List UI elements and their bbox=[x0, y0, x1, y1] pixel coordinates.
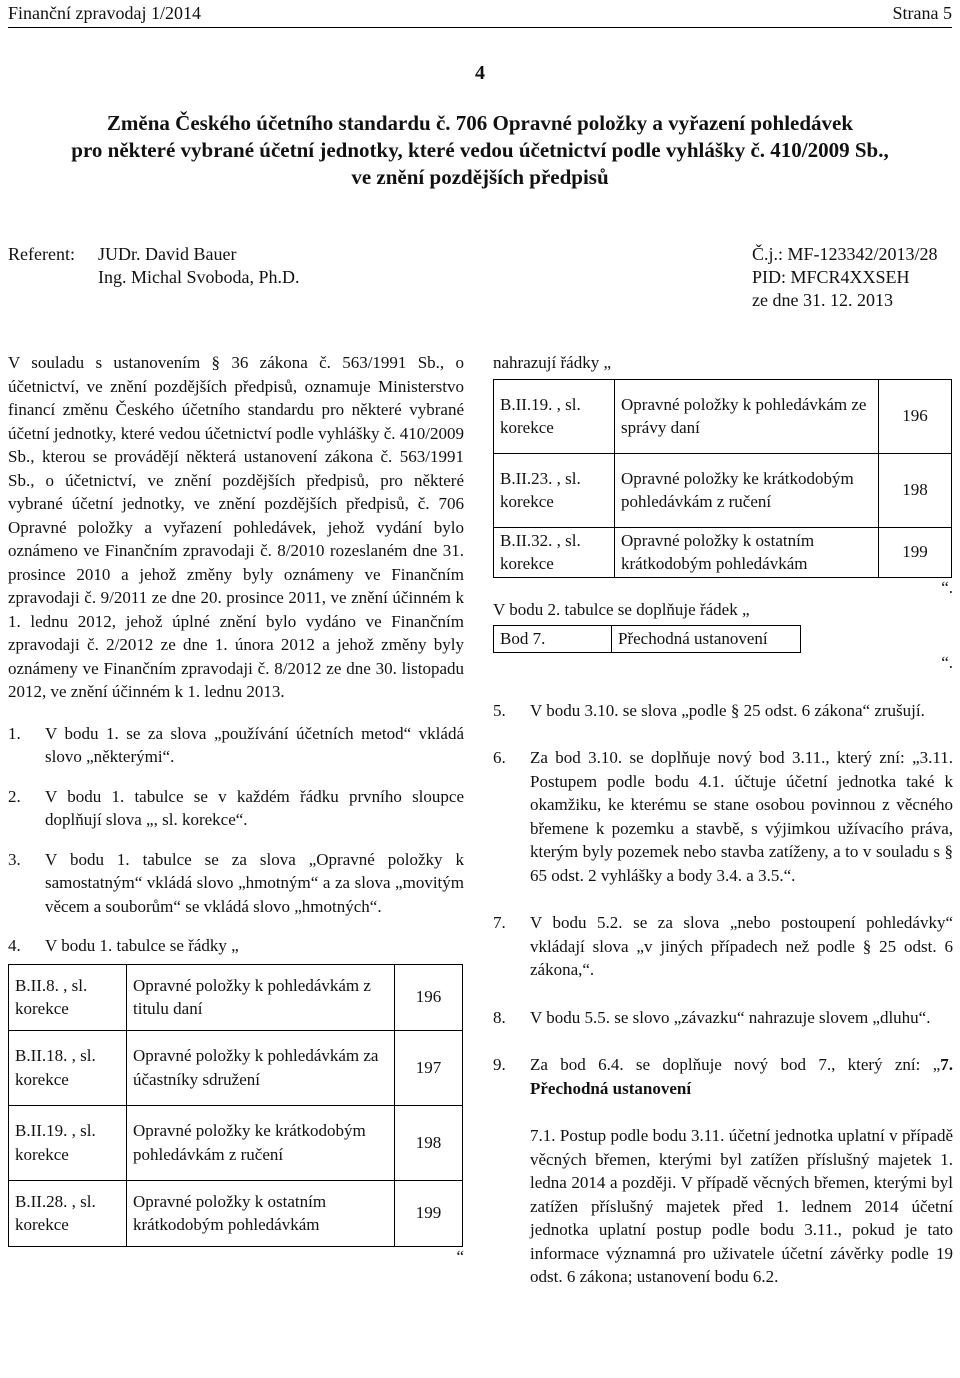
table-cell-code: B.II.18. , sl. korekce bbox=[9, 1030, 127, 1105]
list-item bbox=[8, 848, 464, 919]
left-column bbox=[8, 351, 464, 1267]
table-row bbox=[9, 1105, 463, 1180]
bod2-text: V bodu 2. tabulce se doplňuje řádek „ bbox=[493, 599, 750, 619]
table-cell-description: Opravné položky k ostatním krátkodobým pohledávkám bbox=[127, 1180, 395, 1246]
table-row bbox=[494, 527, 952, 577]
table-cell-code: B.II.19. , sl. korekce bbox=[494, 379, 615, 453]
table-old-rows bbox=[8, 964, 463, 1247]
table-cell-value: 196 bbox=[879, 379, 952, 453]
table-cell-value: 197 bbox=[395, 1030, 463, 1105]
table-closing-quote: “ bbox=[456, 1246, 464, 1266]
right-column bbox=[493, 351, 953, 1289]
item-text bbox=[530, 1053, 953, 1100]
item-number: 4. bbox=[8, 936, 21, 955]
item-text: V bodu 5.5. se slovo „závazku“ nahrazuje slovem „dluhu“. bbox=[530, 1007, 931, 1027]
table-cell-description: Přechodná ustanovení bbox=[612, 626, 801, 653]
item-number: 7. bbox=[493, 913, 506, 932]
title-line-3: ve znění pozdějších předpisů bbox=[351, 165, 609, 189]
list-item bbox=[493, 1053, 953, 1100]
table-cell-code: B.II.19. , sl. korekce bbox=[9, 1105, 127, 1180]
table-cell-code: B.II.28. , sl. korekce bbox=[9, 1180, 127, 1246]
intro-paragraph: V souladu s ustanovením § 36 zákona č. 563/1991 Sb., o účetnictví, ve znění pozdějších předpisů, oznamuje Ministerstvo financí změnu Českého účetního standardu pro některé vybrané účetní jednotky, které vedou účetnictví podle vyhlášky č. 410/2009 Sb., kterou se provádějí některá ustanovení zákona č. 563/1991 Sb., o účetnictví, ve znění pozdějších předpisů, pro některé vybrané účetní jednotky, ve znění pozdějších předpisů, č. 706 Opravné položky a vyřazení pohledávek, jehož vydání bylo oznámeno ve Finančním zpravodaji č. 8/2010 rozeslaném dne 31. prosince 2010 a jehož změny byly oznámeny ve Finančním zpravodaji č. 9/2011 ze dne 20. prosince 2011, ve znění účinném k 1. lednu 2012, jehož úplné znění bylo vydáno ve Finančním zpravodaji č. 2/2012 ze dne 1. února 2012 a jehož změny byly oznámeny ve Finančním zpravodaji č. 8/2012 ze dne 30. listopadu 2012, ve znění účinném k 1. lednu 2013. bbox=[8, 353, 464, 701]
table-row bbox=[9, 964, 463, 1030]
table-closing-quote: “. bbox=[941, 652, 953, 672]
table-row bbox=[9, 1030, 463, 1105]
table-new-rows bbox=[493, 379, 952, 578]
table-cell-value: 196 bbox=[395, 964, 463, 1030]
item-text: V bodu 1. tabulce se za slova „Opravné položky k samostatným“ vkládá slovo „hmotným“ a za slova „movitým věcem a souborům“ se vkládá slovo „hmotných“. bbox=[45, 849, 464, 916]
item-text: V bodu 1. tabulce se řádky „ bbox=[45, 936, 239, 955]
reference-date: ze dne 31. 12. 2013 bbox=[752, 290, 893, 310]
table-cell-description: Opravné položky k ostatním krátkodobým pohledávkám bbox=[615, 527, 879, 577]
header-page-number: Strana 5 bbox=[892, 3, 952, 23]
reference-cj: Č.j.: MF-123342/2013/28 bbox=[752, 244, 938, 264]
table-cell-code: B.II.23. , sl. korekce bbox=[494, 453, 615, 527]
replacement-intro: nahrazují řádky „ bbox=[493, 353, 611, 372]
header-publication: Finanční zpravodaj 1/2014 bbox=[8, 3, 201, 23]
item-number: 9. bbox=[493, 1055, 506, 1074]
table-cell-value: 198 bbox=[879, 453, 952, 527]
referent-name-1: JUDr. David Bauer bbox=[98, 244, 237, 264]
table-row bbox=[494, 453, 952, 527]
table-cell-description: Opravné položky k pohledávkám ze správy daní bbox=[615, 379, 879, 453]
list-item bbox=[493, 699, 953, 723]
item-text: V bodu 5.2. se za slova „nebo postoupení pohledávky“ vkládají slova „v jiných případech než podle § 25 odst. 6 zákona,“. bbox=[530, 913, 953, 979]
table-cell-description: Opravné položky ke krátkodobým pohledávkám z ručení bbox=[615, 453, 879, 527]
table-cell-value: 198 bbox=[395, 1105, 463, 1180]
item-text: V bodu 1. tabulce se v každém řádku prvního sloupce doplňují slova „, sl. korekce“. bbox=[45, 786, 464, 829]
table-cell-description: Opravné položky ke krátkodobým pohledávkám z ručení bbox=[127, 1105, 395, 1180]
table-cell-code: Bod 7. bbox=[494, 626, 612, 653]
document-title bbox=[30, 110, 930, 191]
table-cell-value: 199 bbox=[395, 1180, 463, 1246]
item-text: V bodu 3.10. se slova „podle § 25 odst. 6 zákona“ zrušují. bbox=[530, 700, 925, 720]
list-item bbox=[493, 746, 953, 887]
table-cell-code: B.II.8. , sl. korekce bbox=[9, 964, 127, 1030]
list-item bbox=[8, 934, 464, 958]
item-number: 5. bbox=[493, 700, 506, 720]
table-row bbox=[494, 626, 801, 653]
table-added-row bbox=[493, 625, 801, 653]
item-number: 1. bbox=[8, 723, 21, 743]
item-number: 3. bbox=[8, 849, 21, 869]
list-item bbox=[493, 1006, 953, 1030]
reference-pid: PID: MFCR4XXSEH bbox=[752, 267, 910, 287]
reference-block bbox=[752, 243, 938, 312]
list-item bbox=[8, 722, 464, 769]
table-row bbox=[494, 379, 952, 453]
table-cell-value: 199 bbox=[879, 527, 952, 577]
table-row bbox=[9, 1180, 463, 1246]
referent-names bbox=[98, 243, 300, 289]
item-number: 6. bbox=[493, 748, 506, 767]
header-rule bbox=[8, 27, 952, 28]
transitional-body: 7.1. Postup podle bodu 3.11. účetní jednotka uplatní v případě věcných břemen, kterými byl zatížen příslušný majetek 1. ledna 2014 a později. V případě věcných břemen, kterými byl zatížen příslušný majetek před 1. lednem 2014 účetní jednotka uplatní postup podle bodu 3.11., pokud je tato informace významná pro uživatele účetní závěrky podle 19 odst. 6 zákona; ustanovení bodu 6.2. bbox=[530, 1126, 953, 1286]
transitional-heading: 7. Přechodná ustanovení bbox=[530, 1055, 953, 1098]
table-cell-description: Opravné položky k pohledávkám za účastníky sdružení bbox=[127, 1030, 395, 1105]
table-cell-code: B.II.32. , sl. korekce bbox=[494, 527, 615, 577]
list-item bbox=[8, 785, 464, 832]
table-closing-quote: “. bbox=[941, 577, 953, 597]
section-number: 4 bbox=[475, 62, 485, 84]
item-number: 8. bbox=[493, 1007, 506, 1027]
referent-name-2: Ing. Michal Svoboda, Ph.D. bbox=[98, 267, 300, 287]
referent-label: Referent: bbox=[8, 244, 75, 264]
list-item bbox=[493, 911, 953, 982]
table-cell-description: Opravné položky k pohledávkám z titulu daní bbox=[127, 964, 395, 1030]
item-number: 2. bbox=[8, 786, 21, 806]
item-text: Za bod 3.10. se doplňuje nový bod 3.11., který zní: „3.11. Postupem podle bodu 4.1. účtuje účetní jednotka také k okamžiku, ke kterému se stane osobou povinnou z věcného břemene k pozemku a stavbě, s výjimkou užívacího práva, kterým byly pozemek nebo stavba zatíženy, a to v souladu s § 65 odst. 2 vyhlášky a body 3.4. a 3.5.“. bbox=[530, 748, 953, 885]
item-text: V bodu 1. se za slova „používání účetních metod“ vkládá slovo „některými“. bbox=[45, 723, 464, 766]
title-line-1: Změna Českého účetního standardu č. 706 Opravné položky a vyřazení pohledávek bbox=[106, 111, 854, 135]
title-line-2: pro některé vybrané účetní jednotky, které vedou účetnictví podle vyhlášky č. 410/2009 Sb., bbox=[71, 138, 889, 162]
item-text-lead: Za bod 6.4. se doplňuje nový bod 7., který zní: „ bbox=[530, 1055, 941, 1074]
